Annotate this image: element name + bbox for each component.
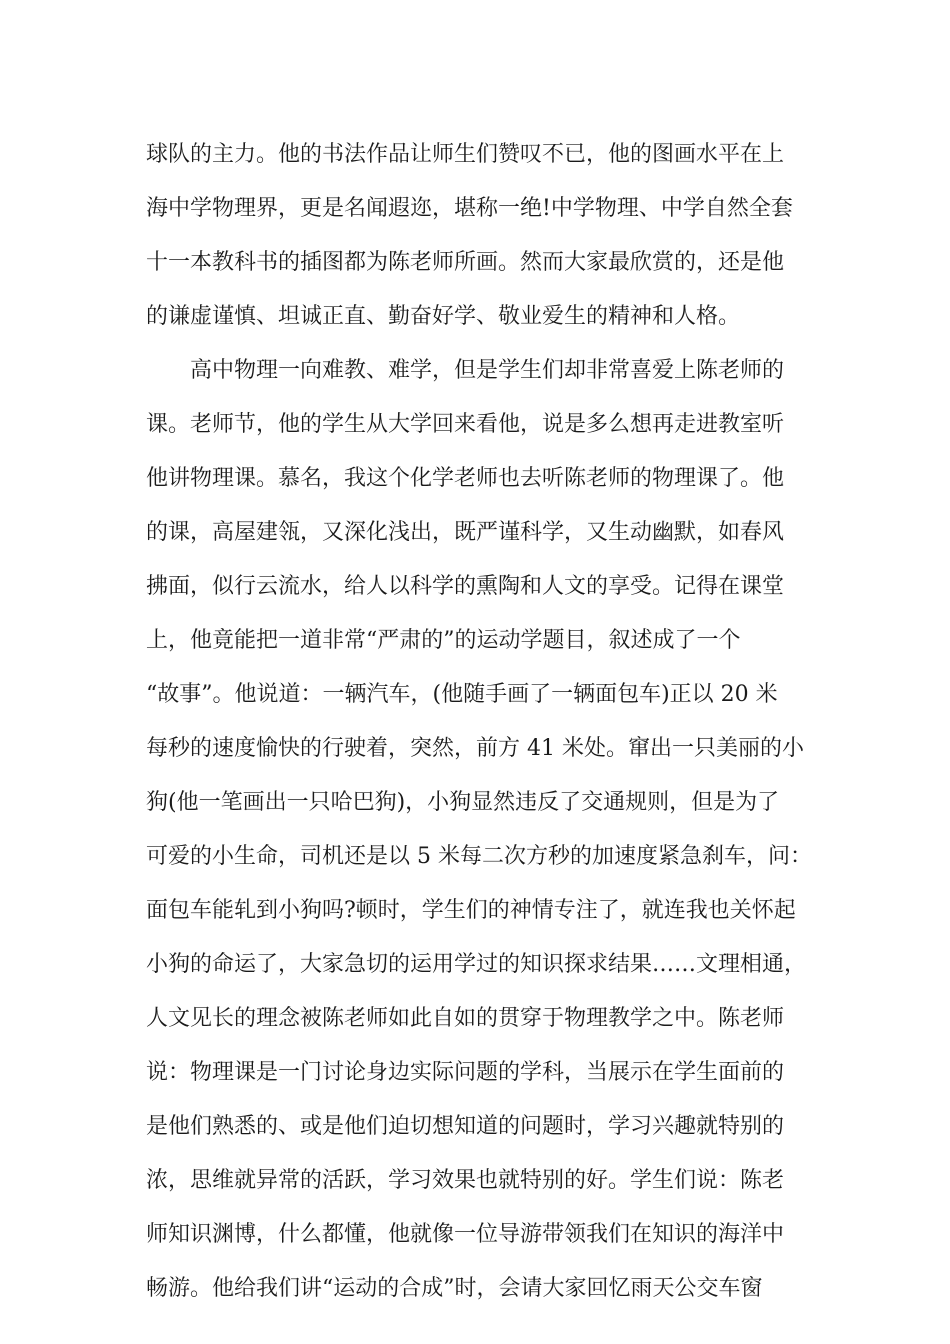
text-line: 课。老师节，他的学生从大学回来看他，说是多么想再走进教室听 [146, 412, 785, 437]
text-line: 说：物理课是一门讨论身边实际问题的学科，当展示在学生面前的 [146, 1060, 785, 1085]
paragraph-first-line: 高中物理一向难教、难学，但是学生们却非常喜爱上陈老师的 [190, 358, 785, 383]
text-line: 畅游。他给我们讲“运动的合成”时，会请大家回忆雨天公交车窗 [146, 1276, 763, 1301]
text-line: 是他们熟悉的、或是他们迫切想知道的问题时，学习兴趣就特别的 [146, 1114, 785, 1139]
body-text [146, 128, 826, 1316]
text-line: 浓，思维就异常的活跃，学习效果也就特别的好。学生们说：陈老 [146, 1168, 785, 1193]
text-line: 每秒的速度愉快的行驶着，突然，前方 41 米处。窜出一只美丽的小 [146, 736, 804, 761]
text-line: 师知识渊博，什么都懂，他就像一位导游带领我们在知识的海洋中 [146, 1222, 785, 1247]
text-line: 狗(他一笔画出一只哈巴狗)，小狗显然违反了交通规则，但是为了 [146, 790, 780, 815]
text-line: 人文见长的理念被陈老师如此自如的贯穿于物理教学之中。陈老师 [146, 1006, 785, 1031]
text-line: 球队的主力。他的书法作品让师生们赞叹不已，他的图画水平在上 [146, 142, 785, 167]
text-line: 小狗的命运了，大家急切的运用学过的知识探求结果……文理相通， [146, 952, 807, 977]
text-line: 可爱的小生命，司机还是以 5 米每二次方秒的加速度紧急刹车，问： [146, 844, 812, 869]
text-line: 海中学物理界，更是名闻遐迩，堪称一绝!中学物理、中学自然全套 [146, 196, 793, 221]
text-line: 的谦虚谨慎、坦诚正直、勤奋好学、敬业爱生的精神和人格。 [146, 304, 741, 329]
text-line: 上，他竟能把一道非常“严肃的”的运动学题目，叙述成了一个 [146, 628, 741, 653]
text-line: 的课，高屋建瓴，又深化浅出，既严谨科学，又生动幽默，如春风 [146, 520, 785, 545]
text-line: 面包车能轧到小狗吗?顿时，学生们的神情专注了，就连我也关怀起 [146, 898, 796, 923]
text-line: 十一本教科书的插图都为陈老师所画。然而大家最欣赏的，还是他 [146, 250, 785, 275]
text-line: “故事”。他说道：一辆汽车，(他随手画了一辆面包车)正以 20 米 [146, 682, 778, 707]
text-line: 他讲物理课。慕名，我这个化学老师也去听陈老师的物理课了。他 [146, 466, 785, 491]
text-line: 拂面，似行云流水，给人以科学的熏陶和人文的享受。记得在课堂 [146, 574, 785, 599]
